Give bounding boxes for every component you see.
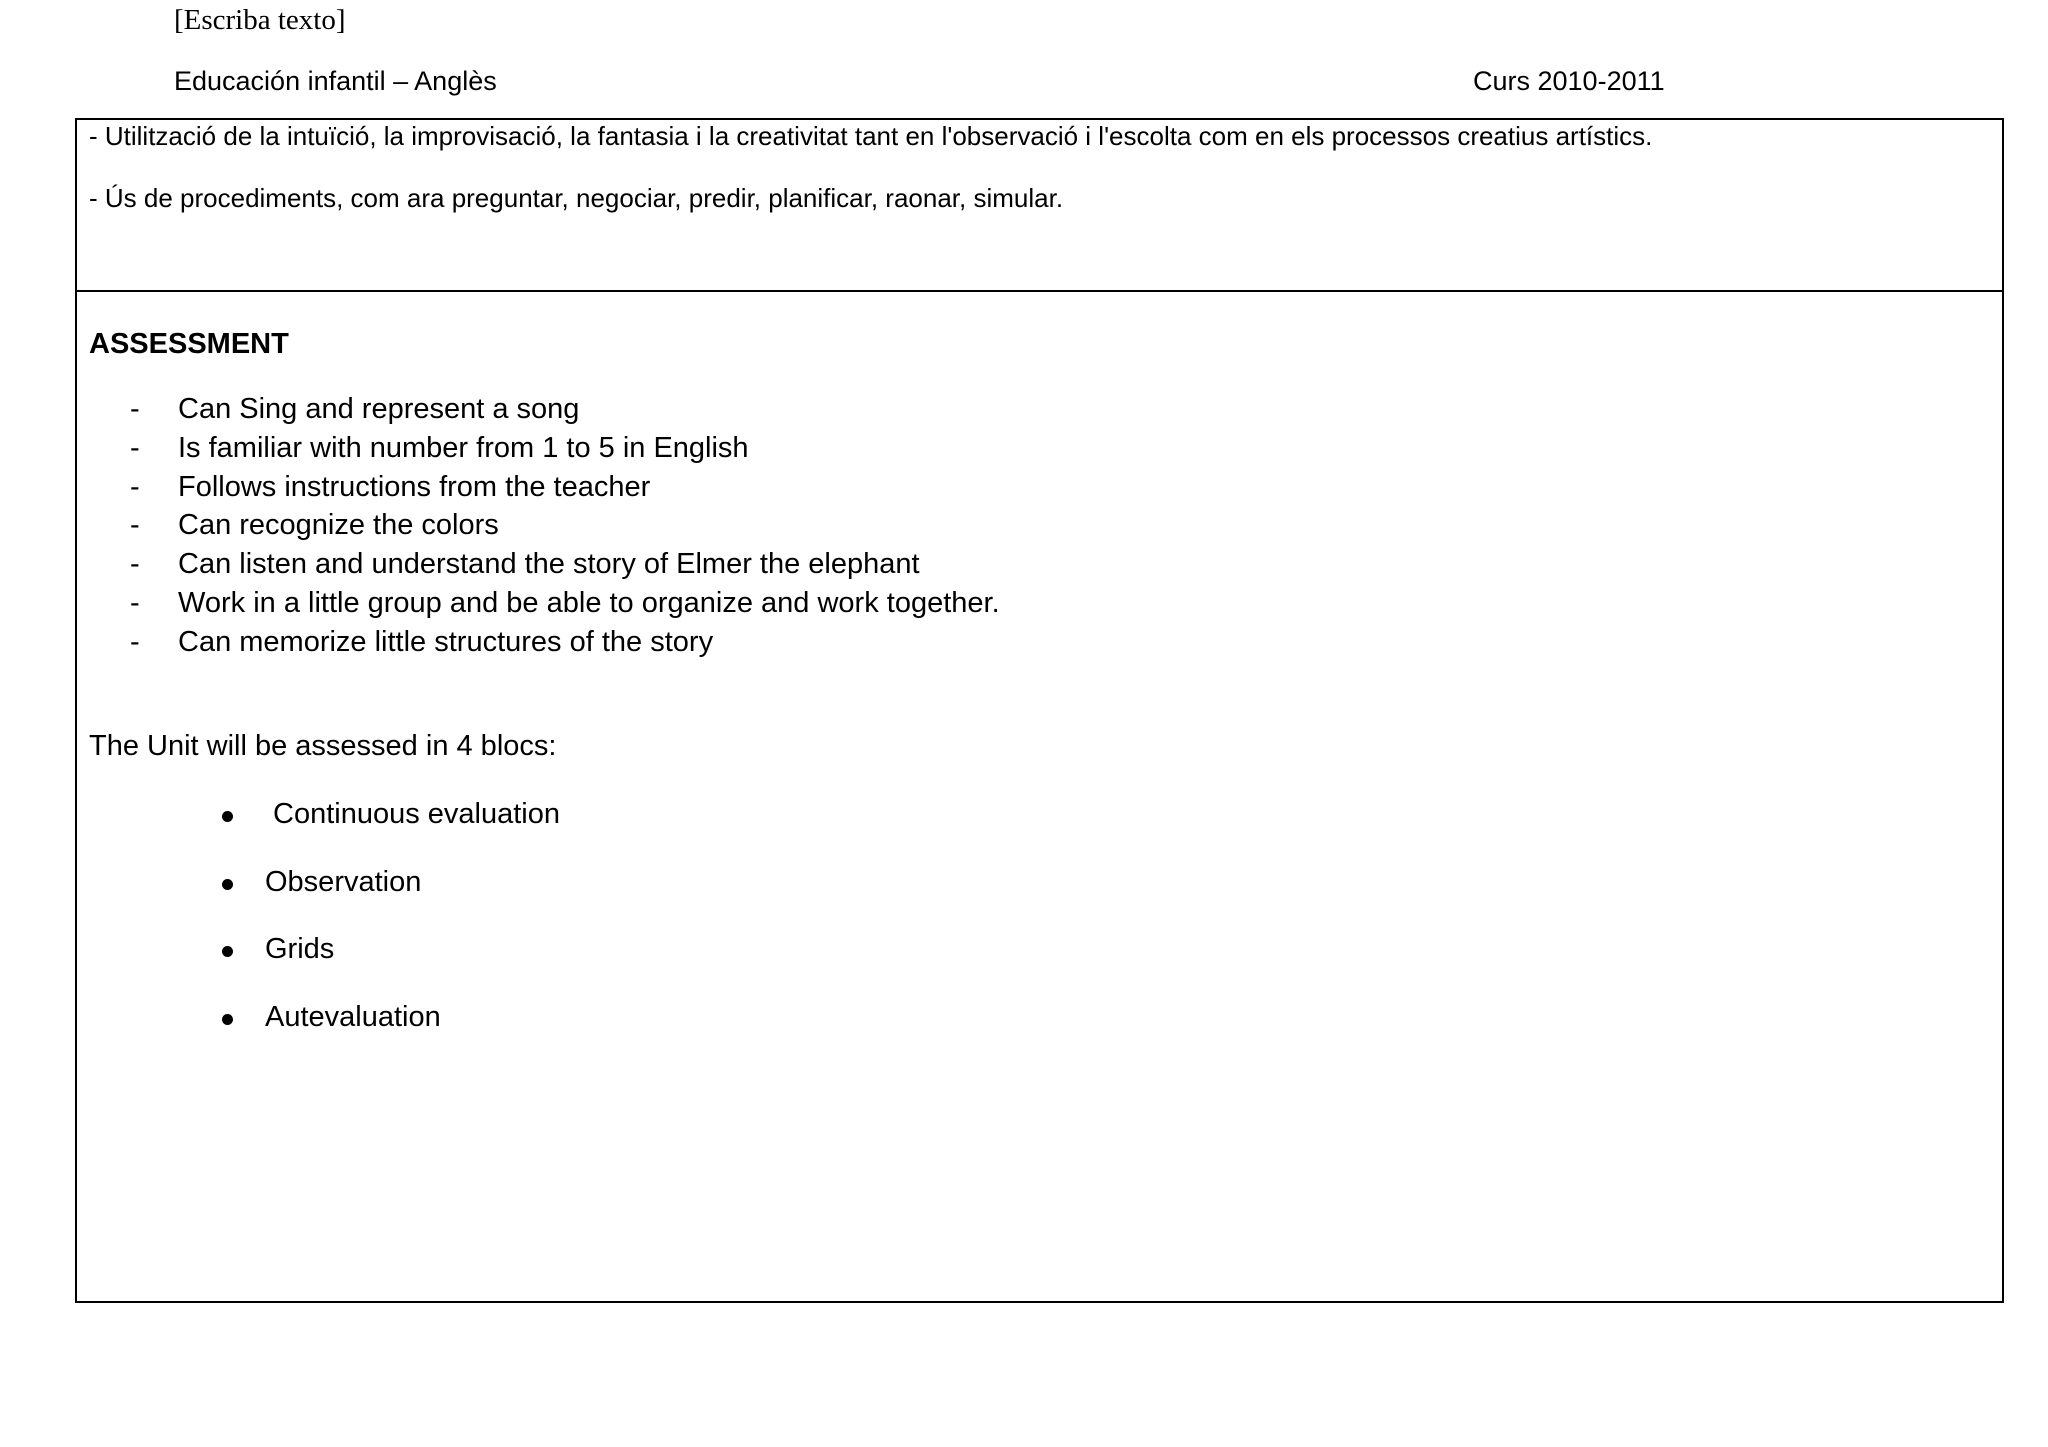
dash-marker: - — [130, 586, 140, 619]
bullet-dot-icon — [222, 946, 233, 957]
content-table — [75, 118, 2004, 1303]
dash-marker: - — [130, 548, 140, 581]
procedure-line: - Utilització de la intuïció, la improvisació, la fantasia i la creativitat tant en l'observació i l'escolta com en els processos creatius artístics. — [89, 121, 1653, 151]
criteria-text: Work in a little group and be able to organize and work together. — [178, 586, 1000, 619]
dash-marker: - — [130, 431, 140, 464]
header-placeholder-text: [Escriba texto] — [174, 4, 346, 36]
dash-marker: - — [130, 393, 140, 425]
dash-marker: - — [130, 625, 140, 658]
bullet-dot-icon — [222, 1014, 233, 1025]
assessment-heading: ASSESSMENT — [89, 328, 289, 360]
criteria-text: Can Sing and represent a song — [178, 393, 580, 425]
procedures-cell — [77, 120, 2002, 292]
criteria-text: Can memorize little structures of the story — [178, 625, 714, 658]
header-school-year: Curs 2010-2011 — [1473, 66, 1665, 96]
criteria-text: Can recognize the colors — [178, 509, 499, 542]
dash-marker: - — [130, 509, 140, 542]
bullet-dot-icon — [222, 811, 233, 822]
bullet-dot-icon — [222, 879, 233, 890]
dash-marker: - — [130, 470, 140, 503]
criteria-text: Can listen and understand the story of Elmer the elephant — [178, 548, 920, 581]
criteria-text: Is familiar with number from 1 to 5 in English — [178, 431, 749, 464]
criteria-text: Follows instructions from the teacher — [178, 470, 651, 503]
assessment-blocs-intro: The Unit will be assessed in 4 blocs: — [89, 730, 557, 762]
header-course-subject: Educación infantil – Anglès — [174, 66, 497, 96]
bloc-text: Continuous evaluation — [273, 798, 560, 830]
bloc-text: Observation — [265, 865, 422, 898]
bloc-text: Grids — [265, 933, 335, 965]
bloc-text: Autevaluation — [265, 1000, 441, 1033]
procedure-line: - Ús de procediments, com ara preguntar, negociar, predir, planificar, raonar, simular. — [89, 183, 1064, 213]
